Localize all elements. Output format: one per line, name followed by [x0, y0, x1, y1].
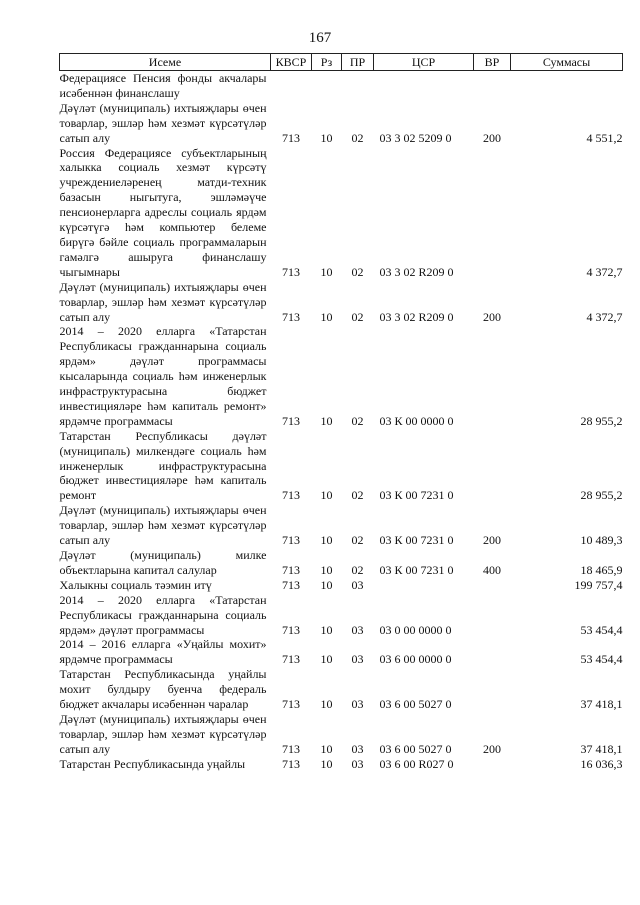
table-row — [60, 146, 623, 280]
cell-kvsr: 713 — [282, 309, 300, 324]
cell-name: Дәүләт (муниципаль) ихтыяҗлары өчен товарлар, эшләр һәм хезмәт күрсәтүләр сатып алу — [59, 279, 267, 324]
cell-rz — [312, 71, 342, 101]
cell-pr: 02 — [351, 488, 364, 503]
cell-sum: 16 036,3 — [580, 756, 623, 771]
cell-kvsr: 713 — [282, 622, 300, 637]
cell-sum: 28 955,2 — [580, 488, 623, 503]
header-name: Исеме — [60, 54, 271, 71]
cell-vr — [474, 146, 511, 280]
cell-pr: 03 — [351, 756, 364, 771]
cell-rz: 10 — [320, 309, 333, 324]
cell-vr: 200 — [483, 741, 501, 756]
cell-vr: 200 — [483, 309, 501, 324]
cell-rz: 10 — [320, 622, 333, 637]
cell-pr: 03 — [351, 741, 364, 756]
cell-vr: 200 — [483, 130, 501, 145]
cell-kvsr: 713 — [282, 130, 300, 145]
cell-pr — [342, 71, 374, 101]
cell-sum: 4 551,2 — [586, 130, 623, 145]
cell-pr: 03 — [351, 697, 364, 712]
cell-kvsr: 713 — [282, 697, 300, 712]
cell-vr — [474, 667, 511, 712]
cell-pr: 03 — [351, 622, 364, 637]
header-kvsr: КВСР — [271, 54, 312, 71]
cell-sum — [511, 71, 623, 101]
cell-sum: 18 465,9 — [580, 562, 623, 577]
cell-sum: 53 454,4 — [580, 622, 623, 637]
cell-name: Дәүләт (муниципаль) ихтыяҗлары өчен товарлар, эшләр һәм хезмәт күрсәтүләр сатып алу — [59, 503, 267, 548]
cell-csr: 03 3 02 5209 0 — [379, 130, 452, 145]
cell-name: 2014 – 2020 елларга «Татарстан Республикасы гражданнарына социаль ярдәм» дәүләт программасы — [59, 592, 267, 637]
cell-kvsr: 713 — [282, 533, 300, 548]
cell-csr — [374, 71, 474, 101]
cell-kvsr: 713 — [282, 741, 300, 756]
cell-rz: 10 — [320, 697, 333, 712]
table-header-row — [60, 54, 623, 71]
cell-rz: 10 — [320, 756, 333, 771]
table-row — [60, 593, 623, 638]
cell-vr — [474, 637, 511, 667]
cell-pr: 02 — [351, 533, 364, 548]
cell-name: Татарстан Республикасында уңайлы — [59, 756, 246, 771]
cell-sum: 37 418,1 — [580, 741, 623, 756]
cell-csr: 03 6 00 5027 0 — [379, 741, 452, 756]
cell-pr: 03 — [351, 577, 364, 592]
table-row — [60, 429, 623, 504]
cell-csr — [374, 578, 474, 593]
cell-kvsr: 713 — [282, 264, 300, 279]
cell-name: 2014 – 2020 елларга «Татарстан Республикасы гражданнарына социаль ярдәм» дәүләт программасы кысаларында социаль һәм инженерлык инфраструктурасына бюджет инвестицияләре һәм капиталь ремонт» ярдәмче программасы — [59, 324, 267, 428]
table-row — [60, 71, 623, 101]
table-row — [60, 548, 623, 578]
cell-csr: 03 6 00 0000 0 — [379, 652, 452, 667]
cell-name: Татарстан Республикасы дәүләт (муниципаль) милкендәге социаль һәм инженерлык инфраструктурасына бюджет инвестицияләре һәм капиталь ремонт — [59, 428, 267, 503]
cell-rz: 10 — [320, 533, 333, 548]
table-row — [60, 503, 623, 548]
cell-name: Россия Федерациясе субъектларының халыкка социаль хезмәт күрсәтү учреждениеләренең матди-техник базасын ныгытуга, эшләмәүче пенсионерларга адреслы социаль ярдәм күрсәтүгә һәм компьютер белеме бирүгә бәйле социаль программаларын гамәлгә ашыруга финанслашу чыгымнары — [59, 145, 267, 279]
header-rz: Рз — [312, 54, 342, 71]
table-row — [60, 712, 623, 757]
cell-rz: 10 — [320, 264, 333, 279]
cell-name: Дәүләт (муниципаль) милке объектларына капитал салулар — [59, 548, 267, 577]
cell-name: 2014 – 2016 елларга «Уңайлы мохит» ярдәмче программасы — [59, 637, 267, 667]
cell-csr: 03 3 02 R209 0 — [379, 309, 454, 324]
cell-vr — [474, 324, 511, 428]
cell-kvsr: 713 — [282, 652, 300, 667]
cell-rz: 10 — [320, 562, 333, 577]
cell-rz: 10 — [320, 652, 333, 667]
cell-pr: 02 — [351, 130, 364, 145]
cell-pr: 02 — [351, 264, 364, 279]
cell-vr: 200 — [483, 533, 501, 548]
cell-csr: 03 3 02 R209 0 — [379, 264, 454, 279]
cell-kvsr: 713 — [282, 562, 300, 577]
cell-kvsr — [271, 71, 312, 101]
cell-vr — [474, 429, 511, 504]
cell-rz: 10 — [320, 413, 333, 428]
table-row — [60, 578, 623, 593]
cell-csr: 03 К 00 0000 0 — [379, 413, 454, 428]
cell-sum: 10 489,3 — [580, 533, 623, 548]
cell-sum: 199 757,4 — [574, 577, 623, 592]
cell-sum: 28 955,2 — [580, 413, 623, 428]
table-row — [60, 667, 623, 712]
cell-name: Дәүләт (муниципаль) ихтыяҗлары өчен товарлар, эшләр һәм хезмәт күрсәтүләр сатып алу — [59, 100, 267, 145]
cell-pr: 03 — [351, 652, 364, 667]
cell-sum: 4 372,7 — [586, 264, 623, 279]
cell-sum: 4 372,7 — [586, 309, 623, 324]
cell-sum: 37 418,1 — [580, 697, 623, 712]
cell-rz: 10 — [320, 577, 333, 592]
cell-name: Халыкны социаль тәэмин итү — [59, 577, 212, 592]
cell-csr: 03 К 00 7231 0 — [379, 533, 454, 548]
header-csr: ЦСР — [374, 54, 474, 71]
cell-kvsr: 713 — [282, 577, 300, 592]
cell-vr — [474, 757, 511, 772]
header-vr: ВР — [474, 54, 511, 71]
header-sum: Суммасы — [511, 54, 623, 71]
cell-pr: 02 — [351, 562, 364, 577]
table-row — [60, 101, 623, 146]
cell-csr: 03 0 00 0000 0 — [379, 622, 452, 637]
cell-kvsr: 713 — [282, 413, 300, 428]
cell-vr: 400 — [483, 562, 501, 577]
cell-rz: 10 — [320, 488, 333, 503]
cell-vr — [474, 593, 511, 638]
cell-csr: 03 6 00 5027 0 — [379, 697, 452, 712]
budget-table — [59, 53, 623, 772]
cell-rz: 10 — [320, 130, 333, 145]
cell-pr: 02 — [351, 413, 364, 428]
cell-rz: 10 — [320, 741, 333, 756]
cell-name: Федерациясе Пенсия фонды акчалары исәбеннән финанслашу — [59, 71, 267, 100]
table-row — [60, 757, 623, 772]
table-row — [60, 637, 623, 667]
cell-vr — [474, 578, 511, 593]
cell-csr: 03 К 00 7231 0 — [379, 488, 454, 503]
cell-csr: 03 К 00 7231 0 — [379, 562, 454, 577]
cell-vr — [474, 71, 511, 101]
cell-kvsr: 713 — [282, 488, 300, 503]
page-number: 167 — [308, 30, 332, 46]
cell-kvsr: 713 — [282, 756, 300, 771]
cell-name: Татарстан Республикасында уңайлы мохит булдыру буенча федераль бюджет акчалары исәбеннән чаралар — [59, 667, 267, 712]
cell-name: Дәүләт (муниципаль) ихтыяҗлары өчен товарлар, эшләр һәм хезмәт күрсәтүләр сатып алу — [59, 711, 267, 756]
cell-sum: 53 454,4 — [580, 652, 623, 667]
cell-csr: 03 6 00 R027 0 — [379, 756, 454, 771]
table-row — [60, 280, 623, 325]
table-row — [60, 324, 623, 428]
cell-pr: 02 — [351, 309, 364, 324]
header-pr: ПР — [342, 54, 374, 71]
